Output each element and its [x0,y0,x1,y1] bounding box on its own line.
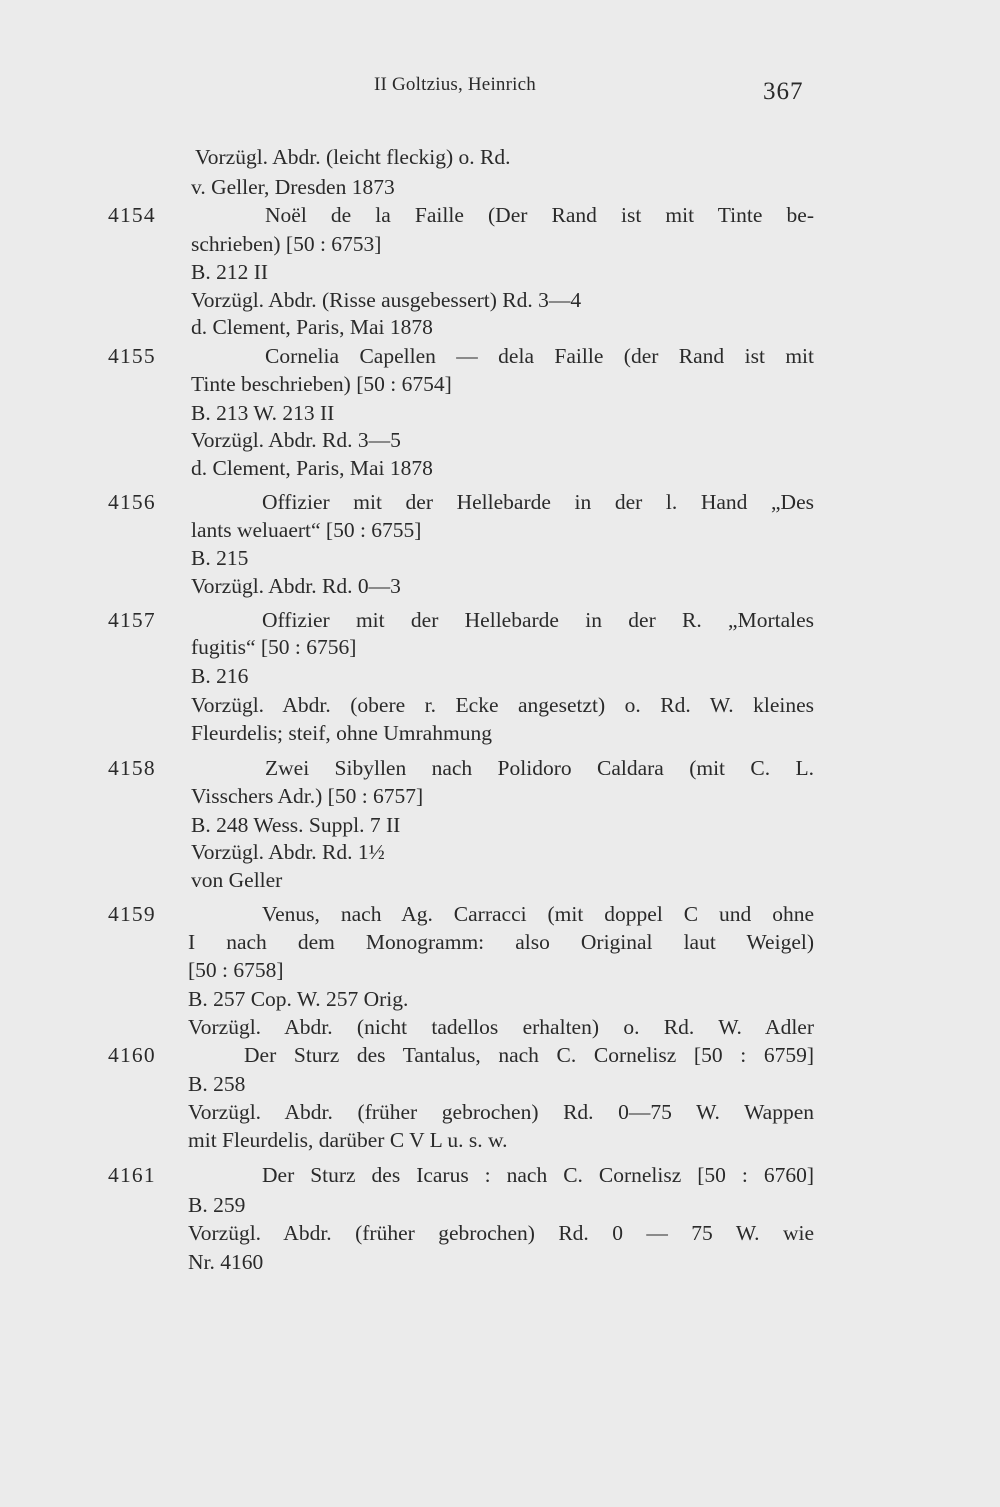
line-text: B. 257 Cop. W. 257 Orig. [188,987,409,1011]
line-text: Fleurdelis; steif, ohne Umrahmung [191,721,492,745]
entry-line [0,1014,1000,1040]
line-text: Vorzügl. Abdr. (leicht fleckig) o. Rd. [195,145,511,169]
line-text: Tinte beschrieben) [50 : 6754] [191,372,452,396]
entry-line [0,607,1000,633]
entry-number: 4157 [108,608,156,632]
line-text: B. 216 [191,664,249,688]
entry-line [0,371,1000,397]
line-text: Vorzügl. Abdr. (Risse ausgebessert) Rd. 3—4 [191,288,582,312]
line-text: Vorzügl. Abdr. (früher gebrochen) Rd. 0 — 75 W. wie [188,1221,814,1245]
line-text: schrieben) [50 : 6753] [191,232,382,256]
running-head: II Goltzius, Heinrich [374,74,536,95]
entry-line [0,867,1000,893]
entry-line [0,1249,1000,1275]
line-text: Vorzügl. Abdr. (obere r. Ecke angesetzt) o. Rd. W. kleines [191,693,814,717]
entry-line [0,573,1000,599]
entry-line [0,634,1000,660]
line-text: B. 258 [188,1072,246,1096]
entry-line [0,1192,1000,1218]
entry-number: 4158 [108,756,156,780]
line-text: [50 : 6758] [188,958,284,982]
entry-line [0,783,1000,809]
entry-line [0,986,1000,1012]
entry-line [0,287,1000,313]
entry-line [0,839,1000,865]
line-text: Offizier mit der Hellebarde in der R. „Mortales [262,608,814,632]
entry-number: 4160 [108,1043,156,1067]
entry-number: 4161 [108,1163,156,1187]
entry-line [0,489,1000,515]
entry-line [0,1099,1000,1125]
line-text: Visschers Adr.) [50 : 6757] [191,784,424,808]
line-text: fugitis“ [50 : 6756] [191,635,357,659]
entry-line [0,692,1000,718]
entry-line [0,1220,1000,1246]
entry-line [0,812,1000,838]
line-text: d. Clement, Paris, Mai 1878 [191,315,433,339]
entry-number: 4156 [108,490,156,514]
line-text: Vorzügl. Abdr. Rd. 3—5 [191,428,401,452]
line-text: Vorzügl. Abdr. (früher gebrochen) Rd. 0—75 W. Wappen [188,1100,814,1124]
line-text: v. Geller, Dresden 1873 [191,175,395,199]
entry-line [0,455,1000,481]
entry-number: 4159 [108,902,156,926]
line-text: Vorzügl. Abdr. Rd. 0—3 [191,574,401,598]
entry-line [0,1127,1000,1153]
entry-line [0,427,1000,453]
entry-line [0,314,1000,340]
entry-line [0,1071,1000,1097]
line-text: Cornelia Capellen — dela Faille (der Rand ist mit [265,344,814,368]
line-text: Zwei Sibyllen nach Polidoro Caldara (mit C. L. [265,756,814,780]
page-number: 367 [763,78,804,105]
entry-line [0,663,1000,689]
entry-line [0,202,1000,228]
line-text: Der Sturz des Tantalus, nach C. Cornelisz [50 : 6759] [244,1043,814,1067]
line-text: B. 248 Wess. Suppl. 7 II [191,813,401,837]
entry-line [0,259,1000,285]
entry-line [0,929,1000,955]
line-text: lants weluaert“ [50 : 6755] [191,518,422,542]
entry-line [0,1042,1000,1068]
entry-line [0,231,1000,257]
line-text: Nr. 4160 [188,1250,264,1274]
entry-line [0,144,1000,170]
entry-number: 4154 [108,203,156,227]
entry-line [0,901,1000,927]
line-text: Noël de la Faille (Der Rand ist mit Tinte be- [265,203,814,227]
line-text: Der Sturz des Icarus : nach C. Cornelisz [50 : 6760] [262,1163,814,1187]
entry-line [0,1162,1000,1188]
line-text: mit Fleurdelis, darüber C V L u. s. w. [188,1128,508,1152]
entry-line [0,720,1000,746]
line-text: d. Clement, Paris, Mai 1878 [191,456,433,480]
line-text: Vorzügl. Abdr. (nicht tadellos erhalten) o. Rd. W. Adler [188,1015,814,1039]
line-text: von Geller [191,868,283,892]
entry-line [0,545,1000,571]
line-text: B. 213 W. 213 II [191,401,335,425]
entry-number: 4155 [108,344,156,368]
line-text: I nach dem Monogramm: also Original laut Weigel) [188,930,814,954]
line-text: B. 212 II [191,260,269,284]
entry-line [0,174,1000,200]
entry-line [0,755,1000,781]
line-text: B. 215 [191,546,249,570]
line-text: Vorzügl. Abdr. Rd. 1½ [191,840,385,864]
entry-line [0,517,1000,543]
entry-line [0,343,1000,369]
line-text: B. 259 [188,1193,246,1217]
entry-line [0,957,1000,983]
line-text: Venus, nach Ag. Carracci (mit doppel C und ohne [262,902,814,926]
entry-line [0,400,1000,426]
line-text: Offizier mit der Hellebarde in der l. Hand „Des [262,490,814,514]
